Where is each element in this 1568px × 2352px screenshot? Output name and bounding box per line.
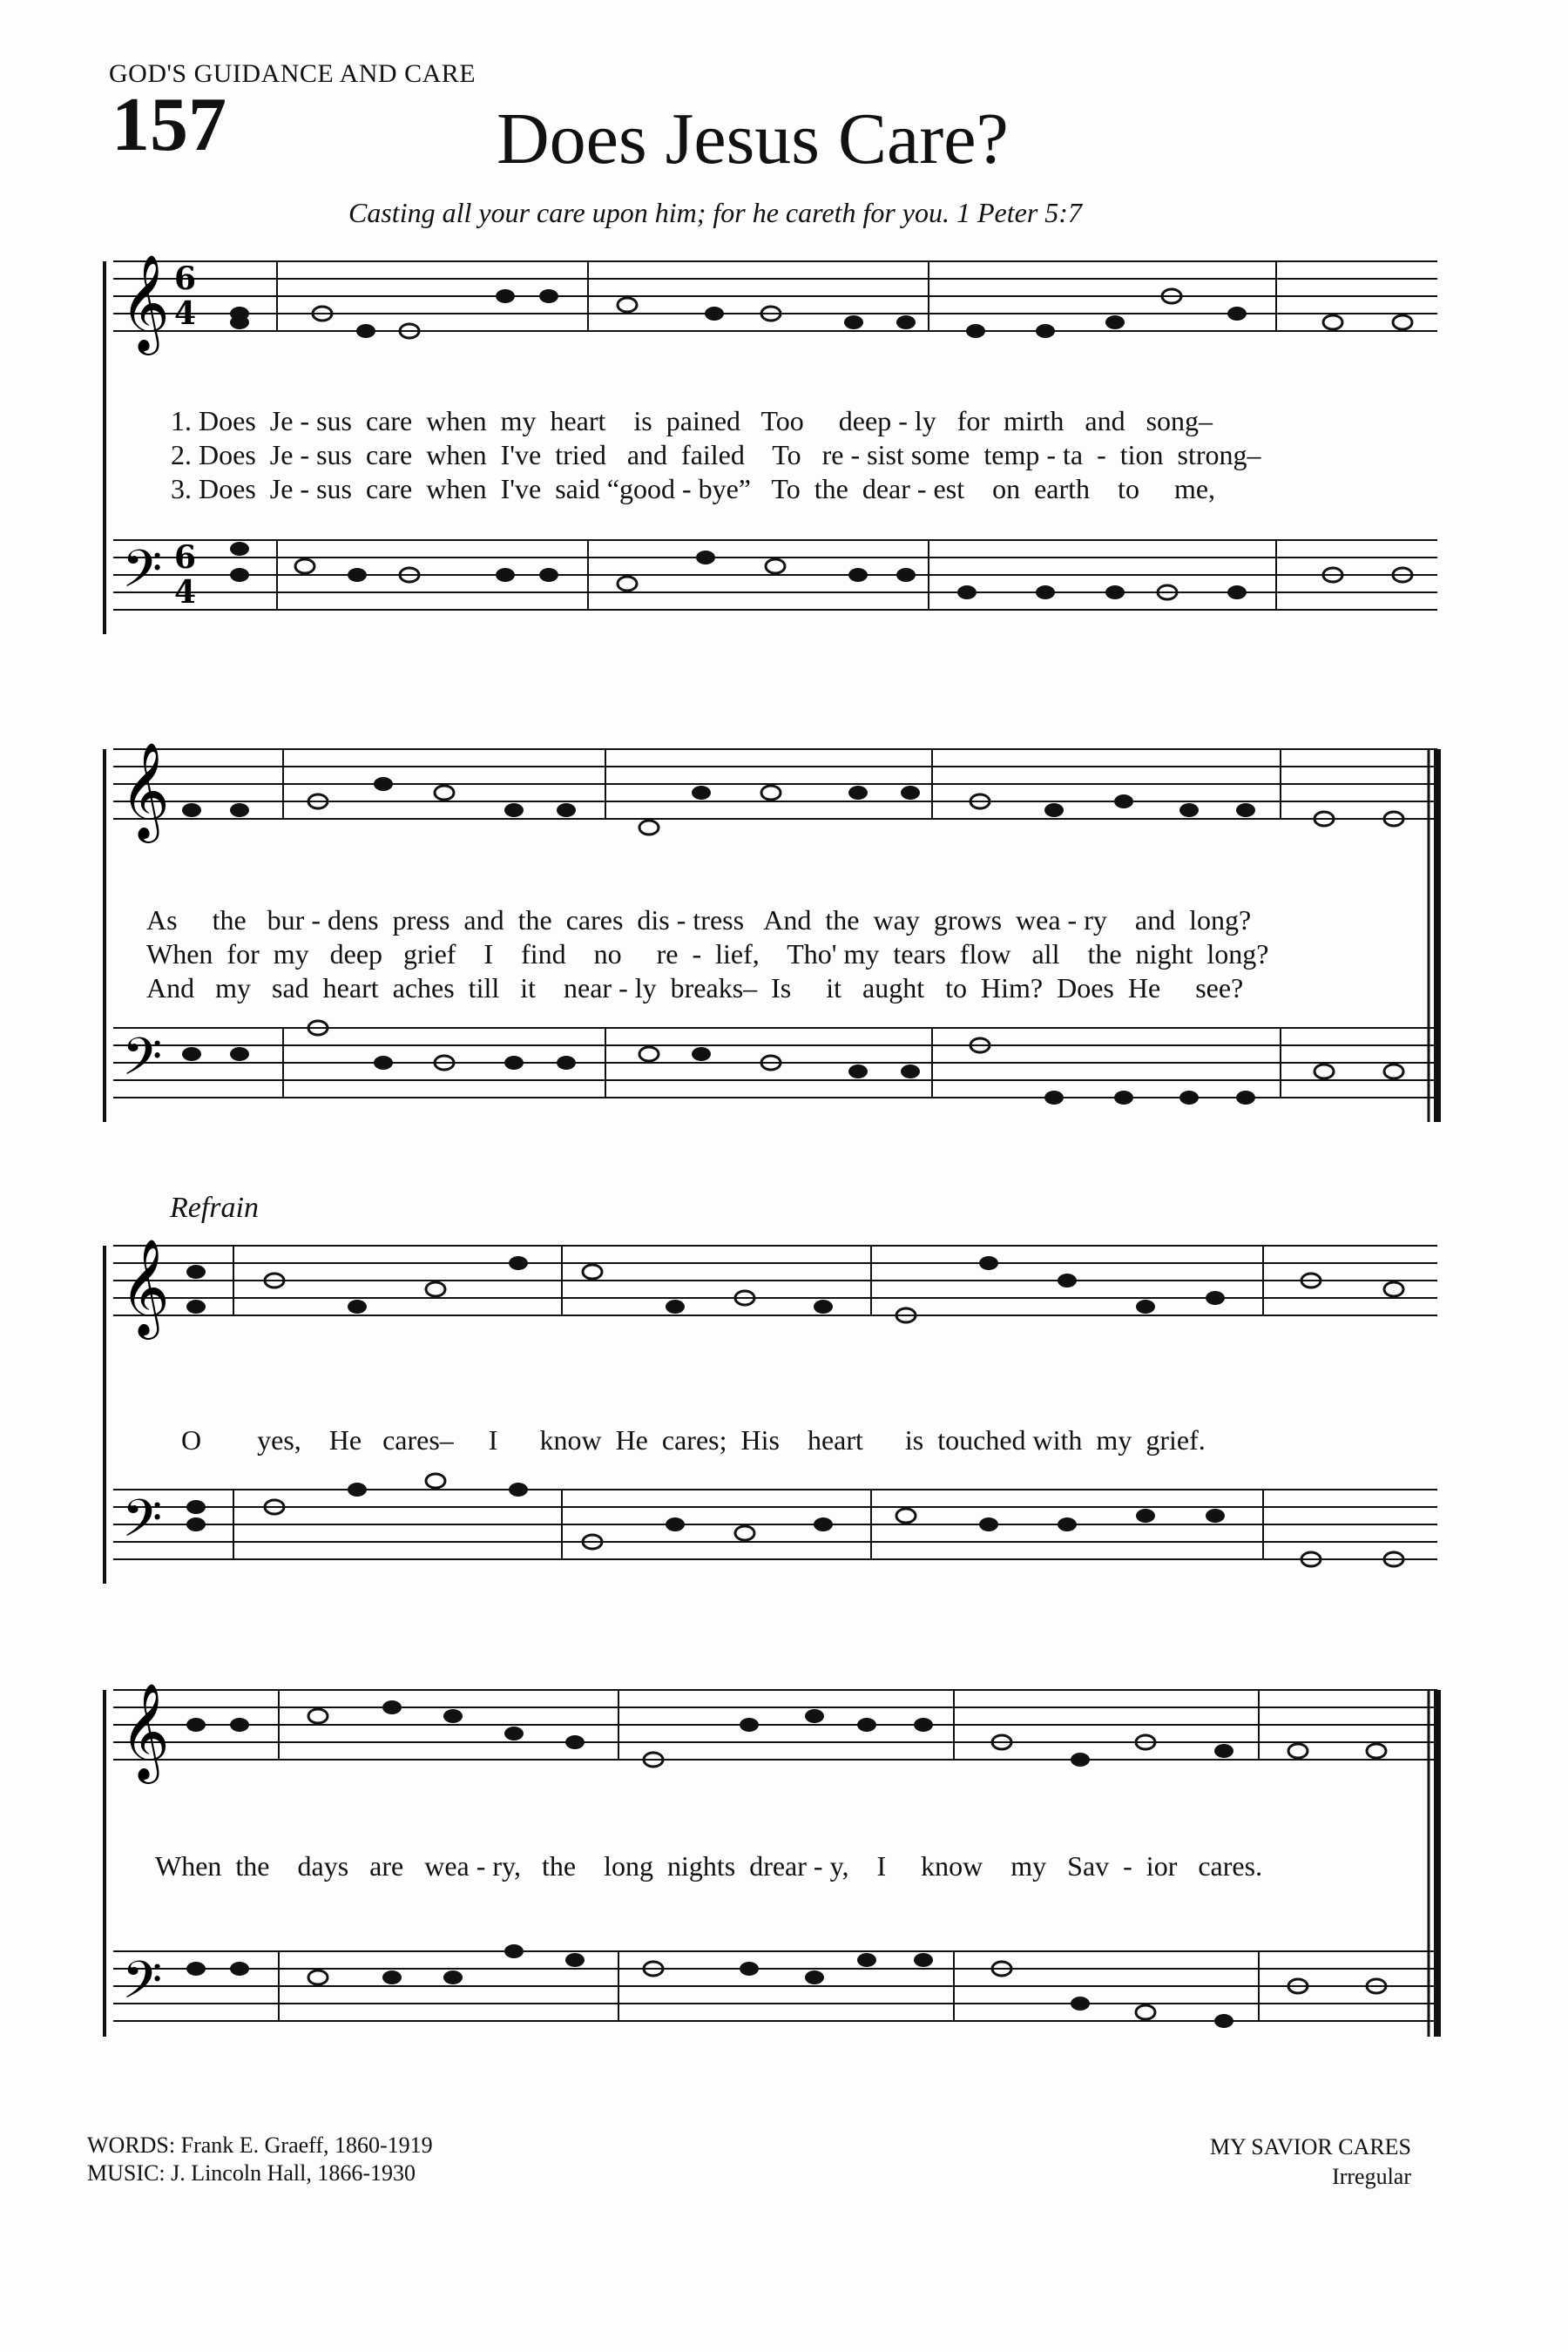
svg-text:𝄢: 𝄢	[122, 1950, 163, 2023]
words-credit: WORDS: Frank E. Graeff, 1860-1919	[87, 2132, 433, 2158]
svg-text:𝄞: 𝄞	[120, 1682, 170, 1780]
hymn-number: 157	[112, 83, 226, 167]
refrain-label: Refrain	[170, 1192, 259, 1224]
tune-name: MY SAVIOR CARES	[1209, 2134, 1411, 2159]
verse-2-lyrics: 2. Does Je - sus care when I've tried and failed To re - sist some temp - ta - tion strong–	[171, 439, 1261, 470]
verse-3-lyrics: 3. Does Je - sus care when I've said “good - bye” To the dear - est on earth to me,	[171, 473, 1216, 504]
verse-2-lyrics-cont: When for my deep grief I find no re - lief, Tho' my tears flow all the night long?	[146, 938, 1269, 970]
verse-1-lyrics-cont: As the bur - dens press and the cares dis - tress And the way grows wea - ry and long?	[146, 904, 1252, 936]
treble-clef-icon: 𝄞	[120, 253, 170, 351]
hymn-title: Does Jesus Care?	[497, 98, 1009, 179]
svg-text:𝄞: 𝄞	[120, 741, 170, 839]
verse-1-lyrics: 1. Does Je - sus care when my heart is pained Too deep - ly for mirth and song–	[171, 405, 1213, 436]
svg-text:𝄞: 𝄞	[120, 1238, 170, 1335]
refrain-lyrics-1: O yes, He cares– I know He cares; His heart is touched with my grief.	[181, 1424, 1206, 1456]
meter: Irregular	[1332, 2164, 1411, 2189]
time-signature-top: 6	[174, 260, 197, 297]
svg-text:𝄢: 𝄢	[122, 1488, 163, 1561]
music-system-3	[0, 1228, 1568, 1594]
verse-3-lyrics-cont: And my sad heart aches till it near - ly breaks– Is it aught to Him? Does He see?	[146, 972, 1244, 1004]
svg-text:𝄢: 𝄢	[122, 1026, 163, 1099]
scripture-reference: Casting all your care upon him; for he careth for you. 1 Peter 5:7	[348, 197, 1082, 228]
refrain-lyrics-2: When the days are wea - ry, the long nights drear - y, I know my Sav - ior cares.	[155, 1850, 1263, 1882]
time-signature-bottom: 4	[174, 295, 197, 332]
svg-text:4: 4	[174, 574, 197, 611]
bass-clef-icon: 𝄢	[122, 538, 163, 612]
section-label: GOD'S GUIDANCE AND CARE	[109, 59, 476, 88]
svg-text:6: 6	[174, 539, 197, 576]
music-credit: MUSIC: J. Lincoln Hall, 1866-1930	[87, 2160, 416, 2186]
